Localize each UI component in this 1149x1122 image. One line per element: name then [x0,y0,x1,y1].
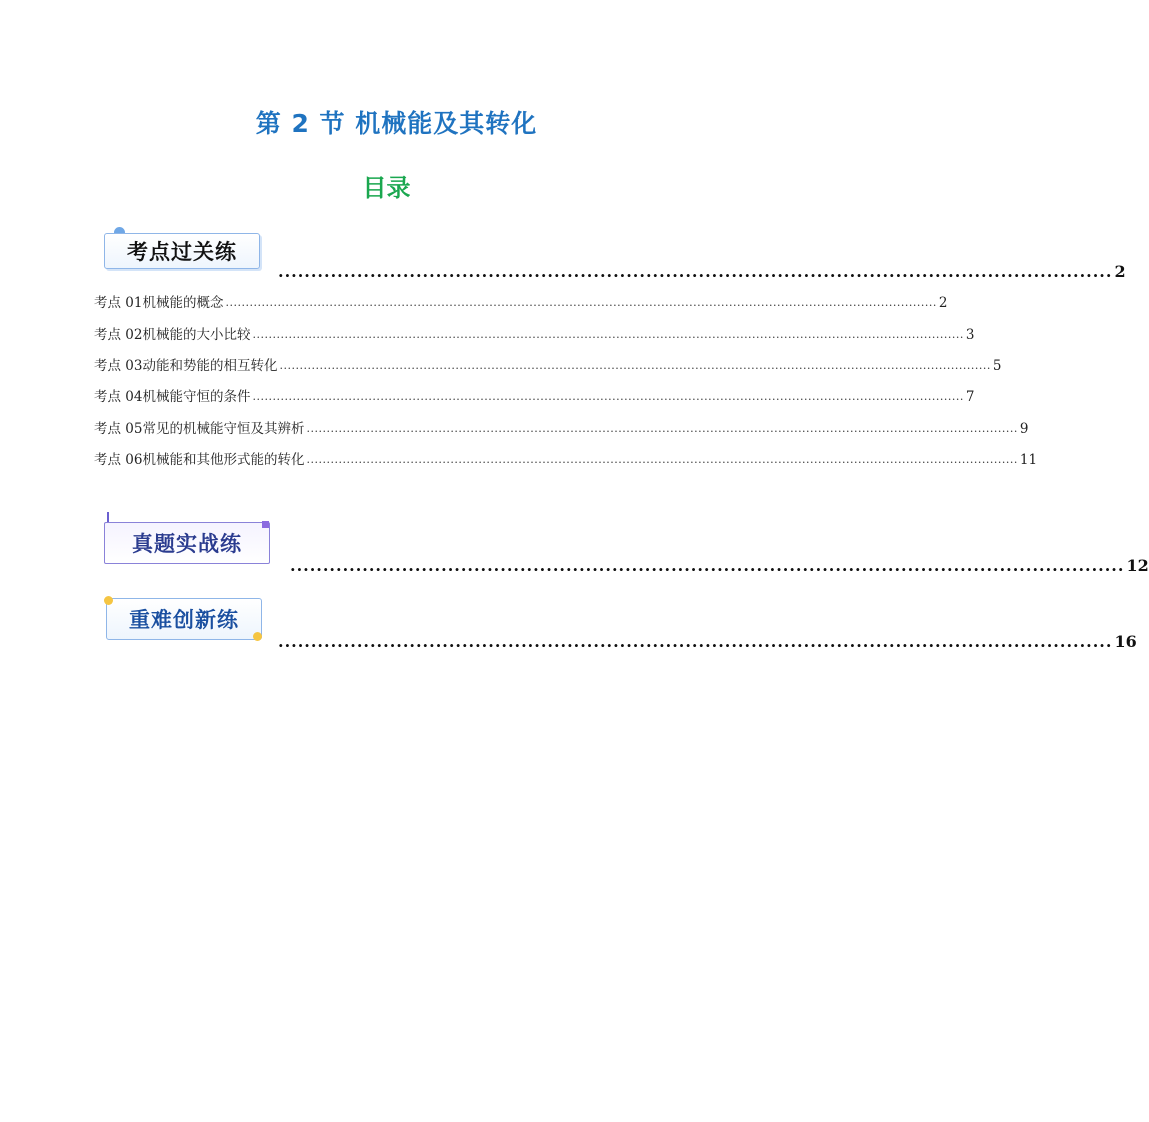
toc-entry[interactable] [94,450,1038,468]
leader-dots: ............................................................................................................................... [278,632,1113,651]
toc-page-number: 7 [965,389,975,405]
toc-code: 考点 06 [94,452,143,468]
toc-name: 机械能的大小比较 [142,327,251,343]
toc-page-number: 11 [1019,452,1038,468]
toc-name: 机械能的概念 [142,295,224,311]
leader-dots: .................................................................................................................................................................................. [252,328,964,341]
toc-code: 考点 02 [94,327,143,343]
toc-page-number: 3 [965,327,975,343]
toc-entry[interactable] [94,325,975,343]
toc-entry[interactable] [94,293,948,311]
leader-dots: .................................................................................................................................................................................. [306,453,1018,466]
leader-dots: .................................................................................................................................................................................. [279,359,991,372]
toc-name: 动能和势能的相互转化 [142,358,278,374]
badge-corner-icon [262,521,269,528]
section-badge-3[interactable]: 重难创新练 [106,598,262,640]
toc-name: 机械能守恒的条件 [142,389,251,405]
section-entry-3[interactable] [278,632,1137,651]
leader-dots: ............................................................................................................................... [290,556,1125,575]
toc-name: 常见的机械能守恒及其辨析 [142,421,305,437]
toc-code: 考点 05 [94,421,143,437]
leader-dots: ............................................................................................................................... [278,262,1113,281]
section-entry-1[interactable] [278,262,1126,281]
toc-heading: 目录 [362,174,411,202]
badge-dot-icon [104,596,113,605]
badge-dot-icon [253,632,262,641]
section-badge-1[interactable]: 考点过关练 [104,233,260,269]
toc-code: 考点 01 [94,295,143,311]
toc-name: 机械能和其他形式能的转化 [142,452,305,468]
toc-page-number: 2 [938,295,948,311]
section-badge-2[interactable]: 真题实战练 [104,522,270,564]
section-page-number: 2 [1114,262,1126,281]
toc-page-number: 5 [992,358,1002,374]
section-entry-2[interactable] [290,556,1149,575]
toc-entry[interactable] [94,356,1002,374]
section-page-number: 16 [1114,632,1137,651]
section-page-number: 12 [1126,556,1149,575]
toc-code: 考点 03 [94,358,143,374]
toc-page-number: 9 [1019,421,1029,437]
leader-dots: .................................................................................................................................................................................. [252,390,964,403]
page-title: 第 2 节 机械能及其转化 [255,109,538,138]
toc-entry[interactable] [94,387,975,405]
toc-code: 考点 04 [94,389,143,405]
leader-dots: .................................................................................................................................................................................. [225,296,937,309]
toc-entry[interactable] [94,419,1029,437]
leader-dots: .................................................................................................................................................................................. [306,422,1018,435]
